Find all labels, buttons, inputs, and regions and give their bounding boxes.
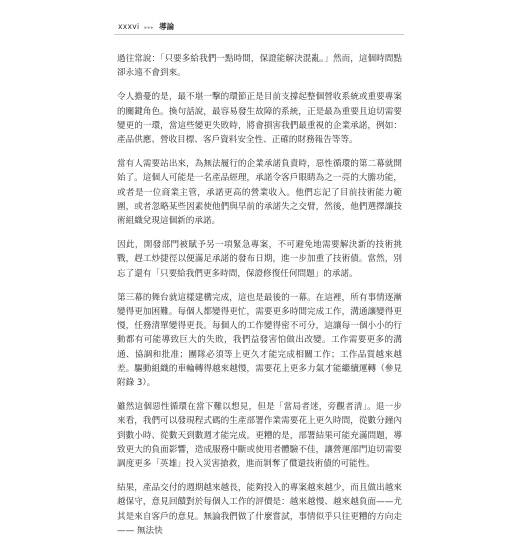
body-text: [117, 52, 402, 548]
section-title: 導論: [159, 22, 175, 31]
paragraph-7: 結果，產品交付的週期越來越長，能夠投入的專案越來越少，而且做出越來越保守，意見回饋對於每個人工作的評價是：越來越慢、越來越負面——尤其是來自客戶的意見。無論我們做了什麼嘗試，事情似乎只往更糟的方向走 —— 無法快: [117, 483, 402, 536]
running-header: [118, 21, 174, 32]
paragraph-4: 因此，開發部門被賦予另一項緊急專案，不可避免地需要解決新的技術挑戰，趕工炒捷徑以便滿足承諾的發布日期，進一步加重了技術債。當然，別忘了還有「只要給我們更多時間，保證修復任何問題」的承諾。: [117, 240, 402, 279]
paragraph-6: 雖然這個惡性循環在當下難以想見，但是「當局者迷，旁觀者清」。退一步來看，我們可以發現程式碼的生產部署作業需要花上更久時間，從數分鐘內到數小時、從數天到數週才能完成。更糟的是，部署結果可能充滿問題，導致更大的負面影響，造成服務中斷或使用者體驗不佳，讓營運部門迫切需要調度更多「英雄」投入災害搶救，進而剝奪了償還技術債的可能性。: [117, 402, 402, 470]
paragraph-3: 當有人需要站出來，為無法履行的企業承諾負責時，惡性循環的第二幕就開始了。這個人可能是一名產品經理，承諾令客戶眼睛為之一亮的大膽功能，或者是一位商業主管，承諾更高的營業收入。他們忘記了目前技術能力範圍，或者忽略某些因素使他們與早前的承諾失之交臂，然後，他們選擇讓技術組織兌現這個新的承諾。: [117, 159, 402, 227]
header-divider: [114, 34, 404, 35]
page-number: xxxvi: [118, 22, 140, 31]
paragraph-2: 令人擔憂的是，最不堪一擊的環節正是目前支撐起整個營收系統或重要專案的關鍵角色。換句話說，最容易發生故障的系統，正是最為重要且迫切需要變更的一環，當這些變更失敗時，將會損害我們最重視的企業承諾，例如：產品供應、營收目標、客戶資料安全性、正確的財務報告等等。: [117, 92, 402, 146]
arrow-icon: ▸▸▸: [144, 25, 155, 31]
paragraph-1: 過往常說：「只要多給我們一點時間，保證能解決混亂。」然而，這個時間點卻永遠不會到來。: [117, 54, 402, 79]
paragraph-5: 第三幕的舞台就這樣建構完成，這也是最後的一幕。在這裡，所有事情逐漸變得更加困難。每個人都變得更忙，需要更多時間完成工作，溝通讓變得更慢，任務清單變得更長。每個人的工作變得密不可分，這讓每一個小小的行動都有可能導致巨大的失敗，我們益發害怕做出改變。工作需要更多的溝通、協調和批准；團隊必須等上更久才能完成相關工作；工作品質越來越差。驅動組織的車輪轉得越來越慢，需要花上更多力氣才能繼續運轉（參見附錄 3）。: [117, 292, 402, 389]
